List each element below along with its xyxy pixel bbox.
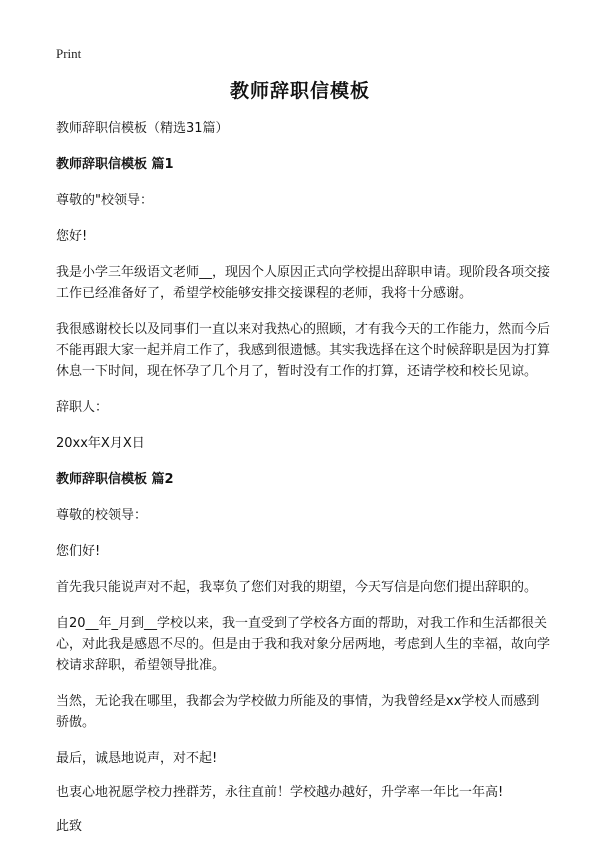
body-paragraph: 也衷心地祝愿学校力挫群芳，永往直前！学校越办越好，升学率一年比一年高! [56, 785, 504, 800]
body-paragraph: 我是小学三年级语文老师__，现因个人原因正式向学校提出辞职申请。现阶段各项交接工作已经准备好了，希望学校能够安排交接课程的老师，我将十分感谢。 [56, 265, 551, 301]
date-line: 20xx年X月X日 [56, 436, 145, 451]
body-paragraph: 我很感谢校长以及同事们一直以来对我热心的照顾，才有我今天的工作能力，然而今后不能再跟大家一起并肩工作了，我感到很遗憾。其实我选择在这个时候辞职是因为打算休息一下时间，现在怀孕了几个月了，暂时没有工作的打算，还请学校和校长见谅。 [56, 322, 551, 379]
salutation: 尊敬的"校领导： [56, 193, 153, 208]
salutation: 尊敬的校领导： [56, 508, 148, 523]
document-body [56, 118, 550, 852]
section-heading-1: 教师辞职信模板 篇1 [56, 157, 174, 172]
greeting: 您们好! [56, 544, 101, 559]
body-paragraph: 最后，诚恳地说声，对不起! [56, 751, 218, 766]
document-title: 教师辞职信模板 [229, 80, 370, 102]
section-heading-2: 教师辞职信模板 篇2 [56, 472, 174, 487]
closing-line: 此致 [56, 819, 83, 834]
body-paragraph: 首先我只能说声对不起，我辜负了您们对我的期望，今天写信是向您们提出辞职的。 [56, 580, 538, 595]
body-paragraph: 自20__年_月到__学校以来，我一直受到了学校各方面的帮助，对我工作和生活都很关心，对此我是感恩不尽的。但是由于我和我对象分居两地，考虑到人生的幸福，故向学校请求辞职，希望领导批准。 [56, 616, 551, 673]
print-link[interactable]: Print [56, 46, 82, 61]
body-paragraph: 当然，无论我在哪里，我都会为学校做力所能及的事情，为我曾经是xx学校人而感到骄傲。 [56, 694, 540, 730]
signature-label: 辞职人： [56, 400, 109, 415]
document-subtitle: 教师辞职信模板（精选31篇） [56, 121, 229, 136]
greeting: 您好! [56, 229, 88, 244]
